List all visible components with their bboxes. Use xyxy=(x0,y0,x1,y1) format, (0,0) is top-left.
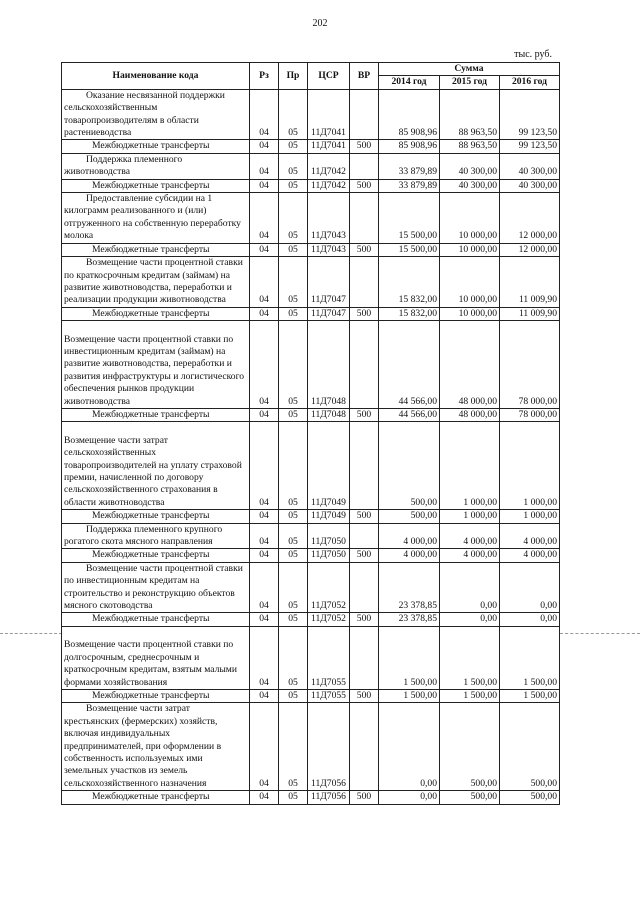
table-row xyxy=(62,321,560,409)
row-name xyxy=(62,422,250,510)
transfer-y2014: 4 000,00 xyxy=(379,549,440,562)
transfer-pr: 05 xyxy=(279,307,308,320)
row-vr xyxy=(350,626,379,689)
row-pr: 05 xyxy=(279,257,308,308)
transfer-vr: 500 xyxy=(350,307,379,320)
transfer-y2014: 1 500,00 xyxy=(379,689,440,702)
transfer-rz: 04 xyxy=(250,179,279,192)
table-row xyxy=(62,153,560,179)
row-y2015: 48 000,00 xyxy=(440,321,500,409)
transfer-pr: 05 xyxy=(279,408,308,421)
row-rz: 04 xyxy=(250,89,279,140)
header-pr: Пр xyxy=(279,63,308,90)
row-name-text: Возмещение части процентной ставки по краткосрочным кредитам (займам) на развитие животноводства, переработки и реализации продукции животноводства xyxy=(64,257,243,306)
row-y2014: 85 908,96 xyxy=(379,89,440,140)
row-pr: 05 xyxy=(279,89,308,140)
table-row-transfer xyxy=(62,408,560,421)
row-vr xyxy=(350,523,379,549)
row-y2014: 500,00 xyxy=(379,422,440,510)
transfer-name: Межбюджетные трансферты xyxy=(62,791,250,804)
row-y2016: 0,00 xyxy=(500,562,560,613)
transfer-pr: 05 xyxy=(279,140,308,153)
transfer-pr: 05 xyxy=(279,791,308,804)
transfer-rz: 04 xyxy=(250,408,279,421)
header-year-2016: 2016 год xyxy=(500,76,560,89)
header-csr: ЦСР xyxy=(308,63,350,90)
row-csr: 11Д7042 xyxy=(308,153,350,179)
transfer-rz: 04 xyxy=(250,140,279,153)
row-rz: 04 xyxy=(250,703,279,791)
table-row-transfer xyxy=(62,179,560,192)
transfer-y2016: 40 300,00 xyxy=(500,179,560,192)
row-name xyxy=(62,626,250,689)
transfer-y2016: 99 123,50 xyxy=(500,140,560,153)
table-row xyxy=(62,523,560,549)
table-row-transfer xyxy=(62,689,560,702)
transfer-name: Межбюджетные трансферты xyxy=(62,613,250,626)
transfer-csr: 11Д7050 xyxy=(308,549,350,562)
transfer-y2015: 1 000,00 xyxy=(440,510,500,523)
row-y2016: 99 123,50 xyxy=(500,89,560,140)
row-name xyxy=(62,193,250,244)
transfer-y2016: 12 000,00 xyxy=(500,243,560,256)
row-csr: 11Д7050 xyxy=(308,523,350,549)
transfer-rz: 04 xyxy=(250,510,279,523)
transfer-pr: 05 xyxy=(279,179,308,192)
transfer-pr: 05 xyxy=(279,243,308,256)
row-y2014: 15 500,00 xyxy=(379,193,440,244)
row-pr: 05 xyxy=(279,422,308,510)
transfer-csr: 11Д7043 xyxy=(308,243,350,256)
header-sum: Сумма xyxy=(379,63,560,76)
transfer-name: Межбюджетные трансферты xyxy=(62,307,250,320)
row-pr: 05 xyxy=(279,153,308,179)
row-y2014: 0,00 xyxy=(379,703,440,791)
transfer-y2015: 88 963,50 xyxy=(440,140,500,153)
table-row xyxy=(62,703,560,791)
row-y2015: 1 000,00 xyxy=(440,422,500,510)
header-vr: ВР xyxy=(350,63,379,90)
transfer-csr: 11Д7042 xyxy=(308,179,350,192)
row-y2016: 500,00 xyxy=(500,703,560,791)
row-pr: 05 xyxy=(279,562,308,613)
transfer-vr: 500 xyxy=(350,243,379,256)
transfer-y2015: 500,00 xyxy=(440,791,500,804)
table-row xyxy=(62,89,560,140)
row-csr: 11Д7048 xyxy=(308,321,350,409)
row-y2015: 10 000,00 xyxy=(440,193,500,244)
header-rz: Рз xyxy=(250,63,279,90)
transfer-y2016: 1 000,00 xyxy=(500,510,560,523)
row-csr: 11Д7043 xyxy=(308,193,350,244)
row-y2016: 12 000,00 xyxy=(500,193,560,244)
transfer-csr: 11Д7047 xyxy=(308,307,350,320)
transfer-y2016: 11 009,90 xyxy=(500,307,560,320)
row-rz: 04 xyxy=(250,321,279,409)
row-name xyxy=(62,257,250,308)
transfer-y2016: 4 000,00 xyxy=(500,549,560,562)
row-pr: 05 xyxy=(279,321,308,409)
row-name-text: Возмещение части процентной ставки по инвестиционным кредитам на строительство и реконструкцию объектов мясного скотоводства xyxy=(64,562,243,612)
transfer-csr: 11Д7056 xyxy=(308,791,350,804)
row-pr: 05 xyxy=(279,523,308,549)
transfer-y2015: 0,00 xyxy=(440,613,500,626)
transfer-csr: 11Д7052 xyxy=(308,613,350,626)
row-name xyxy=(62,89,250,140)
transfer-y2016: 1 500,00 xyxy=(500,689,560,702)
row-csr: 11Д7041 xyxy=(308,89,350,140)
header-year-2015: 2015 год xyxy=(440,76,500,89)
row-rz: 04 xyxy=(250,562,279,613)
transfer-name: Межбюджетные трансферты xyxy=(62,179,250,192)
transfer-y2015: 4 000,00 xyxy=(440,549,500,562)
row-vr xyxy=(350,257,379,308)
header-name: Наименование кода xyxy=(62,63,250,90)
row-y2015: 1 500,00 xyxy=(440,626,500,689)
transfer-y2014: 23 378,85 xyxy=(379,613,440,626)
row-y2014: 23 378,85 xyxy=(379,562,440,613)
transfer-y2014: 44 566,00 xyxy=(379,408,440,421)
row-rz: 04 xyxy=(250,257,279,308)
budget-table xyxy=(61,62,560,805)
transfer-name: Межбюджетные трансферты xyxy=(62,140,250,153)
transfer-name: Межбюджетные трансферты xyxy=(62,510,250,523)
unit-label: тыс. руб. xyxy=(514,49,552,60)
transfer-y2014: 85 908,96 xyxy=(379,140,440,153)
row-csr: 11Д7055 xyxy=(308,626,350,689)
table-row xyxy=(62,193,560,244)
transfer-name: Межбюджетные трансферты xyxy=(62,243,250,256)
row-vr xyxy=(350,703,379,791)
row-rz: 04 xyxy=(250,523,279,549)
transfer-y2015: 40 300,00 xyxy=(440,179,500,192)
table-row-transfer xyxy=(62,791,560,804)
transfer-pr: 05 xyxy=(279,549,308,562)
row-vr xyxy=(350,321,379,409)
transfer-vr: 500 xyxy=(350,613,379,626)
transfer-pr: 05 xyxy=(279,613,308,626)
row-y2015: 40 300,00 xyxy=(440,153,500,179)
transfer-vr: 500 xyxy=(350,179,379,192)
table-row-transfer xyxy=(62,140,560,153)
transfer-vr: 500 xyxy=(350,510,379,523)
transfer-vr: 500 xyxy=(350,689,379,702)
table-row-transfer xyxy=(62,243,560,256)
row-y2016: 4 000,00 xyxy=(500,523,560,549)
transfer-y2015: 10 000,00 xyxy=(440,307,500,320)
transfer-y2016: 0,00 xyxy=(500,613,560,626)
row-vr xyxy=(350,422,379,510)
row-y2015: 0,00 xyxy=(440,562,500,613)
row-name-text: Поддержка племенного крупного рогатого скота мясного направления xyxy=(64,523,223,548)
transfer-rz: 04 xyxy=(250,243,279,256)
row-vr xyxy=(350,89,379,140)
row-csr: 11Д7052 xyxy=(308,562,350,613)
table-row-transfer xyxy=(62,510,560,523)
table-row xyxy=(62,422,560,510)
transfer-vr: 500 xyxy=(350,408,379,421)
row-name-text: Возмещение части затрат сельскохозяйственных товаропроизводителей на уплату страховой премии, начисленной по договору сельскохозяйственного страхования в области животноводства xyxy=(64,434,242,508)
transfer-y2015: 10 000,00 xyxy=(440,243,500,256)
transfer-rz: 04 xyxy=(250,791,279,804)
transfer-rz: 04 xyxy=(250,307,279,320)
row-name xyxy=(62,562,250,613)
transfer-y2014: 33 879,89 xyxy=(379,179,440,192)
transfer-name: Межбюджетные трансферты xyxy=(62,549,250,562)
transfer-y2014: 15 832,00 xyxy=(379,307,440,320)
row-y2015: 10 000,00 xyxy=(440,257,500,308)
transfer-vr: 500 xyxy=(350,549,379,562)
row-y2014: 33 879,89 xyxy=(379,153,440,179)
table-row-transfer xyxy=(62,307,560,320)
row-name xyxy=(62,523,250,549)
row-name-text: Предоставление субсидии на 1 килограмм реализованного и (или) отгруженного на собственную переработку молока xyxy=(64,193,241,242)
transfer-y2015: 48 000,00 xyxy=(440,408,500,421)
row-rz: 04 xyxy=(250,153,279,179)
transfer-pr: 05 xyxy=(279,510,308,523)
row-rz: 04 xyxy=(250,626,279,689)
row-csr: 11Д7047 xyxy=(308,257,350,308)
transfer-rz: 04 xyxy=(250,689,279,702)
row-pr: 05 xyxy=(279,703,308,791)
transfer-csr: 11Д7049 xyxy=(308,510,350,523)
row-name xyxy=(62,153,250,179)
row-y2014: 1 500,00 xyxy=(379,626,440,689)
row-csr: 11Д7056 xyxy=(308,703,350,791)
row-name xyxy=(62,321,250,409)
table-row xyxy=(62,626,560,689)
transfer-vr: 500 xyxy=(350,791,379,804)
transfer-rz: 04 xyxy=(250,549,279,562)
transfer-y2015: 1 500,00 xyxy=(440,689,500,702)
transfer-pr: 05 xyxy=(279,689,308,702)
table-row xyxy=(62,257,560,308)
row-y2016: 11 009,90 xyxy=(500,257,560,308)
transfer-csr: 11Д7041 xyxy=(308,140,350,153)
row-pr: 05 xyxy=(279,193,308,244)
row-y2014: 4 000,00 xyxy=(379,523,440,549)
row-name-text: Возмещение части процентной ставки по инвестиционным кредитам (займам) на развитие животноводства, переработки и развития инфраструктуры и логистического обеспечения рынков продукции животноводства xyxy=(64,333,245,407)
row-vr xyxy=(350,153,379,179)
table-row-transfer xyxy=(62,549,560,562)
table-row xyxy=(62,562,560,613)
row-vr xyxy=(350,193,379,244)
row-rz: 04 xyxy=(250,422,279,510)
transfer-csr: 11Д7048 xyxy=(308,408,350,421)
transfer-csr: 11Д7055 xyxy=(308,689,350,702)
transfer-y2014: 0,00 xyxy=(379,791,440,804)
scan-fold-mark xyxy=(0,633,62,634)
scan-fold-mark xyxy=(560,633,640,634)
transfer-name: Межбюджетные трансферты xyxy=(62,408,250,421)
row-y2015: 4 000,00 xyxy=(440,523,500,549)
row-y2015: 88 963,50 xyxy=(440,89,500,140)
transfer-y2016: 500,00 xyxy=(500,791,560,804)
row-name-text: Поддержка племенного животноводства xyxy=(64,153,183,178)
row-csr: 11Д7049 xyxy=(308,422,350,510)
row-pr: 05 xyxy=(279,626,308,689)
table-row-transfer xyxy=(62,613,560,626)
row-y2015: 500,00 xyxy=(440,703,500,791)
row-vr xyxy=(350,562,379,613)
row-y2014: 15 832,00 xyxy=(379,257,440,308)
row-y2016: 40 300,00 xyxy=(500,153,560,179)
transfer-y2016: 78 000,00 xyxy=(500,408,560,421)
row-y2016: 1 000,00 xyxy=(500,422,560,510)
row-name-text: Возмещение части затрат крестьянских (фермерских) хозяйств, включая индивидуальных предпринимателей, при оформлении в собственность используемых ими земельных участков из земель сельскохозяйственного назначения xyxy=(64,703,222,789)
transfer-name: Межбюджетные трансферты xyxy=(62,689,250,702)
row-y2014: 44 566,00 xyxy=(379,321,440,409)
row-y2016: 1 500,00 xyxy=(500,626,560,689)
row-y2016: 78 000,00 xyxy=(500,321,560,409)
row-name-text: Возмещение части процентной ставки по долгосрочным, среднесрочным и краткосрочным кредитам, взятым малыми формами хозяйствования xyxy=(64,639,238,688)
row-name-text: Оказание несвязанной поддержки сельскохозяйственным товаропроизводителям в области растениеводства xyxy=(64,89,225,139)
transfer-vr: 500 xyxy=(350,140,379,153)
row-name xyxy=(62,703,250,791)
page-number: 202 xyxy=(312,18,328,29)
row-rz: 04 xyxy=(250,193,279,244)
transfer-y2014: 500,00 xyxy=(379,510,440,523)
header-year-2014: 2014 год xyxy=(379,76,440,89)
transfer-y2014: 15 500,00 xyxy=(379,243,440,256)
transfer-rz: 04 xyxy=(250,613,279,626)
